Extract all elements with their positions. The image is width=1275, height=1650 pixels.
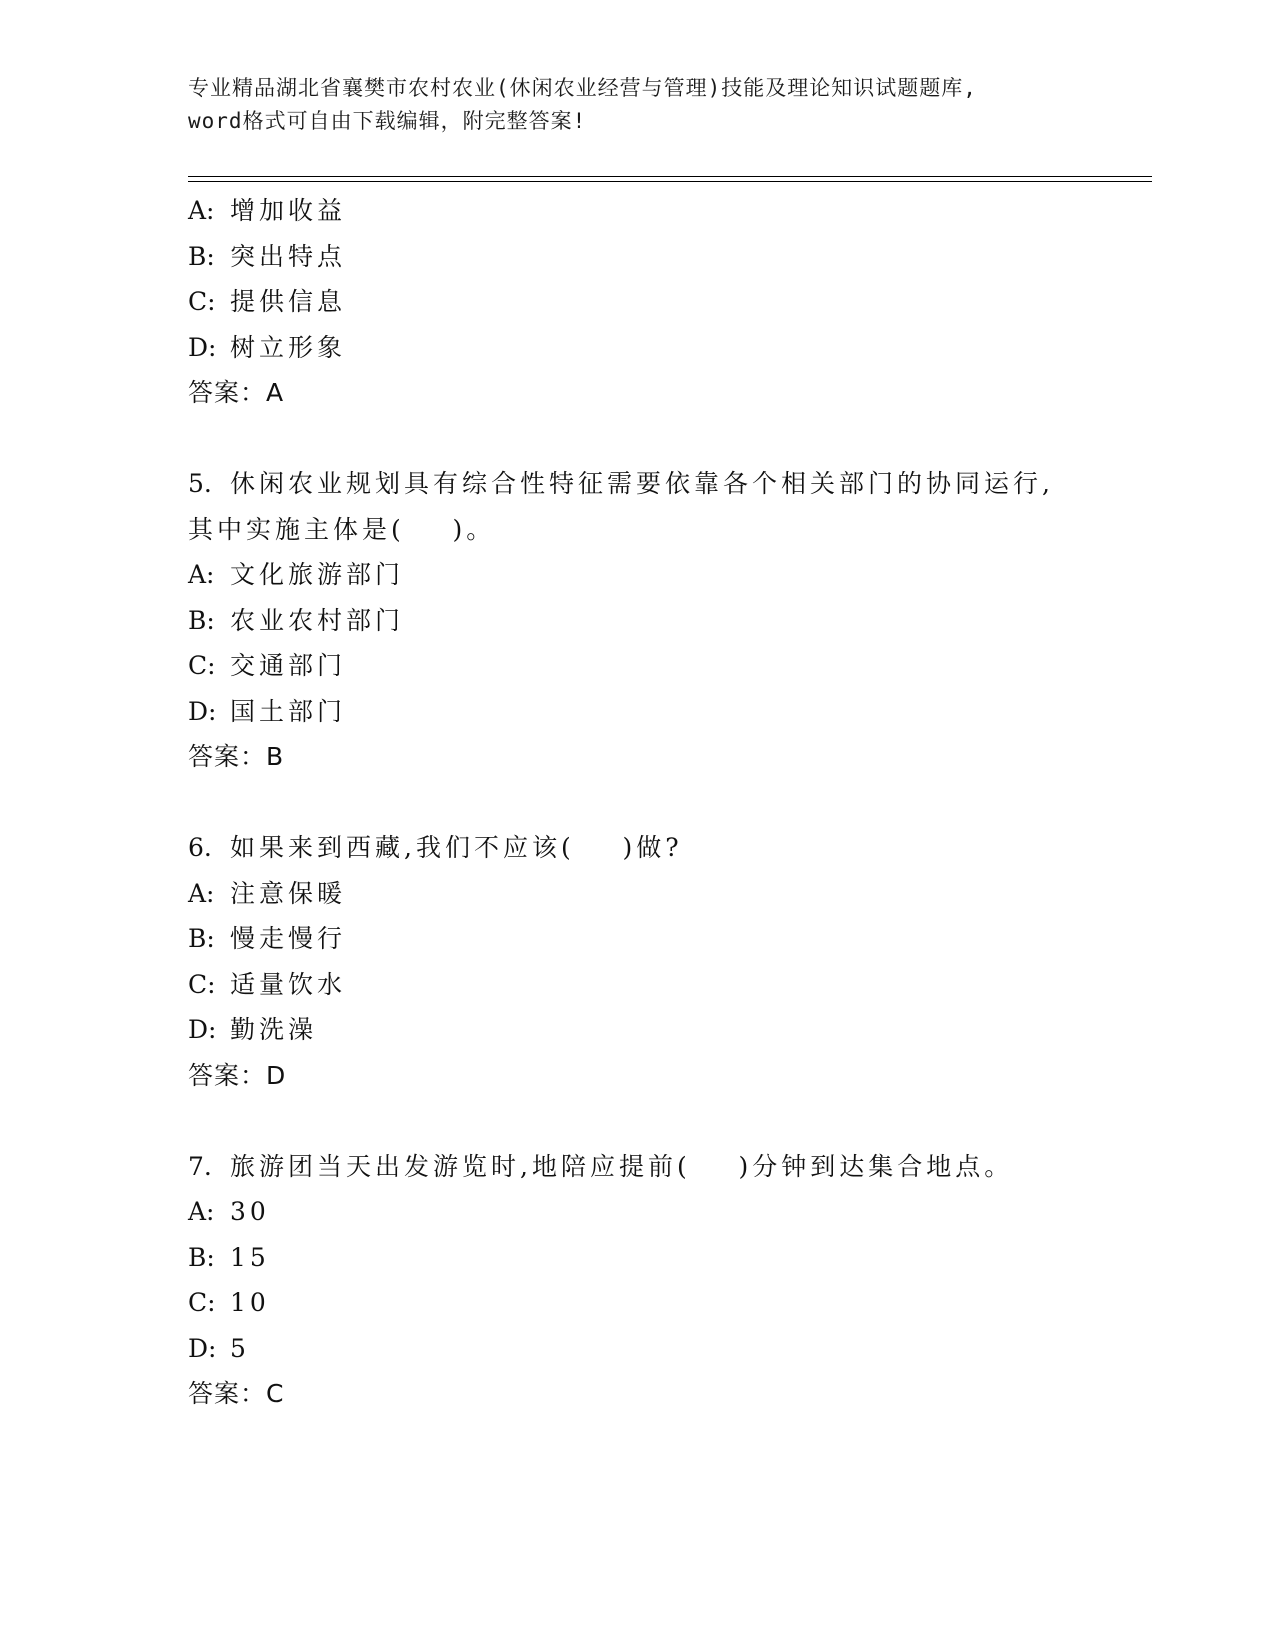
- question-stem-line-2: 其中实施主体是( )。: [188, 514, 496, 544]
- answer-label: 答案：C: [188, 1379, 285, 1408]
- option-text: 树立形象: [230, 332, 347, 362]
- answer-label: 答案：B: [188, 742, 285, 771]
- question-stem: [188, 461, 1148, 507]
- option-a: [188, 1189, 1148, 1235]
- answer-label: 答案：D: [188, 1060, 287, 1090]
- option-prefix: C:: [188, 651, 216, 680]
- option-text: 15: [230, 1242, 270, 1272]
- question-7: [188, 1144, 1148, 1417]
- question-stem-text: 如果来到西藏,我们不应该( )做?: [230, 833, 683, 862]
- option-b: [188, 598, 1148, 644]
- question-stem: [188, 825, 1148, 871]
- option-text: 增加收益: [230, 196, 347, 225]
- option-prefix: D:: [188, 332, 217, 362]
- question-number: 6.: [188, 833, 212, 862]
- option-text: 30: [230, 1197, 270, 1226]
- option-prefix: A:: [188, 878, 215, 908]
- option-b: [188, 916, 1148, 962]
- option-prefix: B:: [188, 924, 215, 953]
- document-header: [188, 72, 1088, 138]
- option-d: [188, 1007, 1148, 1053]
- option-prefix: D:: [188, 1015, 217, 1044]
- option-prefix: B:: [188, 1242, 215, 1272]
- question-number: 7.: [188, 1151, 212, 1181]
- spacer: [188, 1098, 1148, 1144]
- option-b: [188, 1235, 1148, 1281]
- option-text: 农业农村部门: [230, 605, 405, 635]
- option-prefix: A:: [188, 196, 215, 225]
- option-text: 国土部门: [230, 696, 347, 726]
- header-title-line-2: word格式可自由下载编辑，附完整答案!: [188, 109, 587, 133]
- option-prefix: C:: [188, 969, 216, 999]
- option-prefix: A:: [188, 560, 215, 589]
- question-number: 5.: [188, 469, 212, 498]
- option-prefix: C:: [188, 287, 216, 316]
- option-prefix: D:: [188, 1333, 217, 1363]
- option-text: 适量饮水: [230, 969, 347, 999]
- option-text: 勤洗澡: [230, 1015, 318, 1044]
- option-prefix: B:: [188, 605, 215, 635]
- option-prefix: B:: [188, 241, 215, 271]
- question-4: [188, 188, 1148, 416]
- header-title-line-1: 专业精品湖北省襄樊市农村农业(休闲农业经营与管理)技能及理论知识试题题库,: [188, 76, 977, 100]
- option-prefix: C:: [188, 1288, 216, 1317]
- option-text: 提供信息: [230, 287, 347, 316]
- spacer: [188, 416, 1148, 462]
- option-prefix: A:: [188, 1197, 215, 1226]
- option-prefix: D:: [188, 696, 217, 726]
- option-c: [188, 643, 1148, 689]
- option-a: [188, 871, 1148, 917]
- option-text: 交通部门: [230, 651, 347, 680]
- option-b: [188, 234, 1148, 280]
- option-a: [188, 552, 1148, 598]
- spacer: [188, 780, 1148, 826]
- option-text: 5: [230, 1333, 250, 1363]
- question-stem-line-1: 休闲农业规划具有综合性特征需要依靠各个相关部门的协同运行,: [230, 469, 1054, 498]
- option-d: [188, 689, 1148, 735]
- option-text: 注意保暖: [230, 878, 347, 908]
- option-d: [188, 325, 1148, 371]
- option-a: [188, 188, 1148, 234]
- question-stem-text: 旅游团当天出发游览时,地陪应提前( )分钟到达集合地点。: [230, 1151, 1014, 1181]
- option-c: [188, 962, 1148, 1008]
- question-6: [188, 825, 1148, 1098]
- option-text: 文化旅游部门: [230, 560, 405, 589]
- header-divider-bottom: [188, 181, 1152, 182]
- question-stem: [188, 1144, 1148, 1190]
- option-text: 10: [230, 1288, 270, 1317]
- header-divider-top: [188, 176, 1152, 177]
- option-c: [188, 279, 1148, 325]
- question-list: [188, 188, 1148, 1417]
- answer-label: 答案：A: [188, 378, 285, 407]
- question-5: [188, 461, 1148, 780]
- option-c: [188, 1280, 1148, 1326]
- option-text: 慢走慢行: [230, 924, 347, 953]
- option-text: 突出特点: [230, 241, 347, 271]
- option-d: [188, 1326, 1148, 1372]
